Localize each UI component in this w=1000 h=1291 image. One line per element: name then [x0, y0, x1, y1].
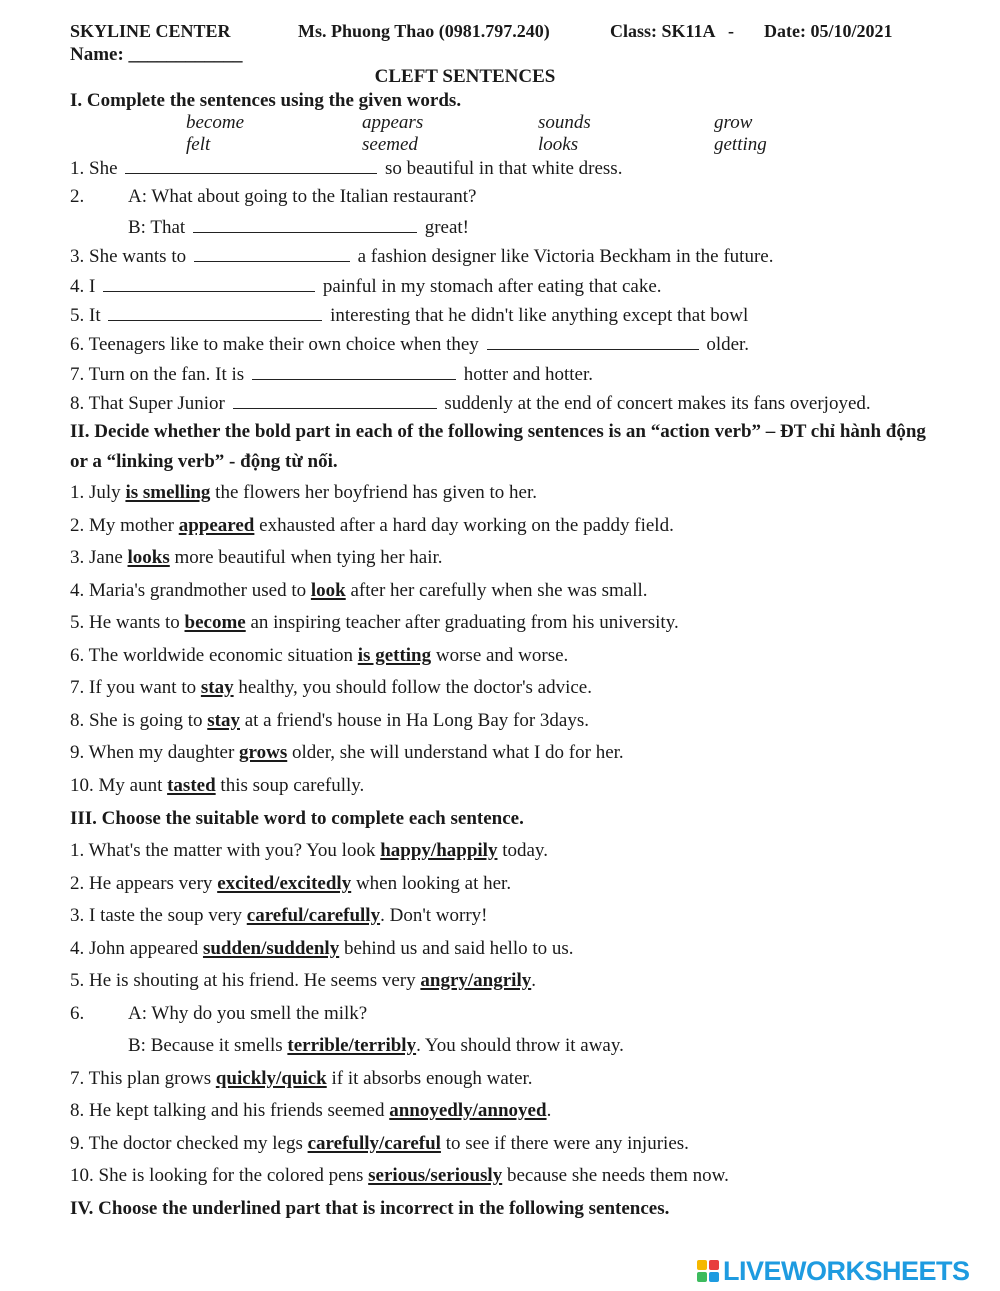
- item-text: if it absorbs enough water.: [331, 1068, 533, 1089]
- item-text: A: Why do you smell the milk?: [128, 1003, 368, 1024]
- part1-heading: I. Complete the sentences using the given words.: [70, 90, 462, 111]
- item-text: 4. John appeared: [70, 938, 199, 959]
- item-text: She wants to: [89, 246, 187, 267]
- item-text: more beautiful when tying her hair.: [174, 547, 443, 568]
- part2-item: [70, 645, 568, 667]
- item-text: 10. My aunt: [70, 775, 163, 796]
- item-text: . Don't worry!: [380, 905, 488, 926]
- logo-cube: [709, 1272, 719, 1282]
- item-text: exhausted after a hard day working on the paddy field.: [259, 515, 674, 536]
- item-text: an inspiring teacher after graduating from his university.: [250, 612, 679, 633]
- word-choice[interactable]: excited/excitedly: [217, 873, 352, 894]
- item-text: hotter and hotter.: [463, 364, 593, 385]
- answer-blank[interactable]: [125, 157, 377, 174]
- part1-item: [70, 392, 871, 415]
- word-choice[interactable]: quickly/quick: [215, 1068, 327, 1089]
- part3-item: [70, 1133, 689, 1155]
- page-title: CLEFT SENTENCES: [374, 66, 556, 87]
- part2-item: [70, 580, 648, 602]
- answer-blank[interactable]: [108, 304, 322, 321]
- part3-heading: III. Choose the suitable word to complete each sentence.: [70, 808, 524, 829]
- word-choice[interactable]: angry/angrily: [420, 970, 532, 991]
- item-text: It: [89, 305, 101, 326]
- answer-blank[interactable]: [103, 275, 315, 292]
- item-text: interesting that he didn't like anything except that bowl: [330, 305, 749, 326]
- bold-verb: stay: [200, 677, 234, 698]
- item-text: worse and worse.: [435, 645, 569, 666]
- part1-item: [70, 186, 477, 208]
- item-text: today.: [502, 840, 548, 861]
- item-text: A: What about going to the Italian restaurant?: [128, 186, 477, 207]
- item-text: 7. This plan grows: [70, 1068, 212, 1089]
- part3-item: [70, 970, 536, 992]
- bold-verb: is getting: [357, 645, 432, 666]
- bold-verb: stay: [207, 710, 240, 731]
- item-text: after her carefully when she was small.: [350, 580, 648, 601]
- item-text: B: That: [128, 217, 186, 238]
- part2-item: [70, 677, 592, 699]
- part2-item: [70, 547, 443, 569]
- answer-blank[interactable]: [194, 245, 350, 262]
- part3-item: [70, 905, 487, 927]
- item-text: to see if there were any injuries.: [445, 1133, 689, 1154]
- wordbank-word: looks: [538, 134, 579, 155]
- logo-text: LIVEWORKSHEETS: [723, 1255, 970, 1286]
- bold-verb: is smelling: [125, 482, 211, 503]
- logo-cube: [697, 1260, 707, 1270]
- item-text: I: [89, 276, 96, 297]
- part3-item: [70, 938, 574, 960]
- part3-item: [128, 1035, 624, 1057]
- bold-verb: appeared: [178, 515, 255, 536]
- part2-item: [70, 612, 679, 634]
- part1-item: [70, 304, 748, 327]
- part1-item: [70, 333, 749, 356]
- wordbank-word: getting: [714, 134, 767, 155]
- item-text: 8. She is going to: [70, 710, 203, 731]
- part2-item: [70, 775, 364, 797]
- item-text: 1. July: [70, 482, 121, 503]
- part3-item: [70, 840, 548, 862]
- item-text: .: [531, 970, 536, 991]
- part1-item: [70, 157, 622, 180]
- class-info: Class: SK11A -: [610, 21, 735, 41]
- part3-item: [70, 1100, 551, 1122]
- item-text: the flowers her boyfriend has given to her.: [215, 482, 538, 503]
- bold-verb: looks: [127, 547, 170, 568]
- word-choice[interactable]: sudden/suddenly: [202, 938, 340, 959]
- item-text: 9. When my daughter: [70, 742, 235, 763]
- item-text: a fashion designer like Victoria Beckham in the future.: [357, 246, 774, 267]
- item-number: 5.: [70, 305, 85, 326]
- item-text: healthy, you should follow the doctor's advice.: [238, 677, 592, 698]
- item-text: 1. She: [70, 158, 118, 179]
- item-number: 6.: [70, 334, 85, 355]
- item-number: 6.: [70, 1003, 85, 1024]
- wordbank-word: sounds: [538, 112, 591, 133]
- wordbank-word: grow: [714, 112, 753, 133]
- wordbank-word: seemed: [362, 134, 418, 155]
- logo-cubes-icon: [697, 1260, 719, 1282]
- bold-verb: become: [184, 612, 246, 633]
- part2-item: [70, 742, 624, 764]
- bold-verb: look: [310, 580, 346, 601]
- word-choice[interactable]: serious/seriously: [368, 1165, 503, 1186]
- item-text: 5. He wants to: [70, 612, 180, 633]
- wordbank-word: appears: [362, 112, 424, 133]
- answer-blank[interactable]: [487, 333, 699, 350]
- word-choice[interactable]: annoyedly/annoyed: [389, 1100, 547, 1121]
- part3-item: [70, 1165, 729, 1187]
- part1-item: [70, 363, 593, 386]
- word-choice[interactable]: happy/happily: [380, 840, 498, 861]
- item-text: when looking at her.: [355, 873, 512, 894]
- part4-heading: IV. Choose the underlined part that is incorrect in the following sentences.: [70, 1198, 670, 1219]
- item-text: great!: [424, 217, 469, 238]
- part3-item: [70, 1068, 533, 1090]
- item-text: because she needs them now.: [506, 1165, 729, 1186]
- item-number: 8.: [70, 393, 85, 414]
- wordbank-word: felt: [186, 134, 211, 155]
- item-text: B: Because it smells: [128, 1035, 283, 1056]
- item-text: Teenagers like to make their own choice when they: [88, 334, 479, 355]
- item-text: suddenly at the end of concert makes its fans overjoyed.: [444, 393, 871, 414]
- answer-blank[interactable]: [193, 216, 417, 233]
- item-text: 1. What's the matter with you? You look: [70, 840, 376, 861]
- item-text: Turn on the fan. It is: [88, 364, 245, 385]
- part3-item: [70, 873, 511, 895]
- item-number: 3.: [70, 246, 85, 267]
- item-text: 10. She is looking for the colored pens: [70, 1165, 364, 1186]
- date-info: Date: 05/10/2021: [764, 21, 893, 41]
- name-field: Name: ____________: [70, 44, 243, 65]
- bold-verb: grows: [239, 742, 288, 763]
- item-text: 2. My mother: [70, 515, 174, 536]
- item-text: 3. Jane: [70, 547, 123, 568]
- item-text: this soup carefully.: [220, 775, 365, 796]
- item-text: That Super Junior: [88, 393, 225, 414]
- part2-item: [70, 515, 674, 537]
- item-number: 2.: [70, 186, 85, 207]
- center-name: SKYLINE CENTER: [70, 21, 231, 41]
- answer-blank[interactable]: [233, 392, 437, 409]
- item-text: painful in my stomach after eating that cake.: [322, 276, 662, 297]
- liveworksheets-logo: [697, 1255, 970, 1287]
- item-text: 8. He kept talking and his friends seemed: [70, 1100, 385, 1121]
- bold-verb: tasted: [167, 775, 216, 796]
- item-text: older.: [706, 334, 750, 355]
- item-text: 4. Maria's grandmother used to: [70, 580, 307, 601]
- part1-item: [128, 216, 469, 239]
- teacher-info: Ms. Phuong Thao (0981.797.240): [298, 21, 550, 41]
- item-text: 2. He appears very: [70, 873, 213, 894]
- item-text: 6. The worldwide economic situation: [70, 645, 354, 666]
- part3-item: [70, 1003, 368, 1025]
- logo-cube: [709, 1260, 719, 1270]
- logo-cube: [697, 1272, 707, 1282]
- part2-item: [70, 710, 589, 732]
- part1-item: [70, 275, 662, 298]
- word-choice[interactable]: carefully/careful: [307, 1133, 441, 1154]
- wordbank-word: become: [186, 112, 245, 133]
- item-text: .: [546, 1100, 552, 1121]
- item-text: 7. If you want to: [70, 677, 197, 698]
- item-text: at a friend's house in Ha Long Bay for 3days.: [244, 710, 590, 731]
- word-choice[interactable]: careful/carefully: [246, 905, 381, 926]
- item-text: behind us and said hello to us.: [343, 938, 574, 959]
- item-text: 9. The doctor checked my legs: [70, 1133, 303, 1154]
- item-text: older, she will understand what I do for her.: [292, 742, 624, 763]
- answer-blank[interactable]: [252, 363, 456, 380]
- word-choice[interactable]: terrible/terribly: [287, 1035, 417, 1056]
- item-text: 5. He is shouting at his friend. He seems very: [70, 970, 416, 991]
- item-number: 7.: [70, 364, 85, 385]
- item-number: 4.: [70, 276, 85, 297]
- part2-heading: or a “linking verb” - động từ nối.: [70, 451, 338, 472]
- item-text: 3. I taste the soup very: [70, 905, 243, 926]
- part1-item: [70, 245, 773, 268]
- part2-item: [70, 482, 537, 504]
- part2-heading: II. Decide whether the bold part in each of the following sentences is an “action verb” – ĐT chỉ hành động: [70, 421, 926, 442]
- item-text: so beautiful in that white dress.: [385, 158, 623, 179]
- item-text: . You should throw it away.: [416, 1035, 624, 1056]
